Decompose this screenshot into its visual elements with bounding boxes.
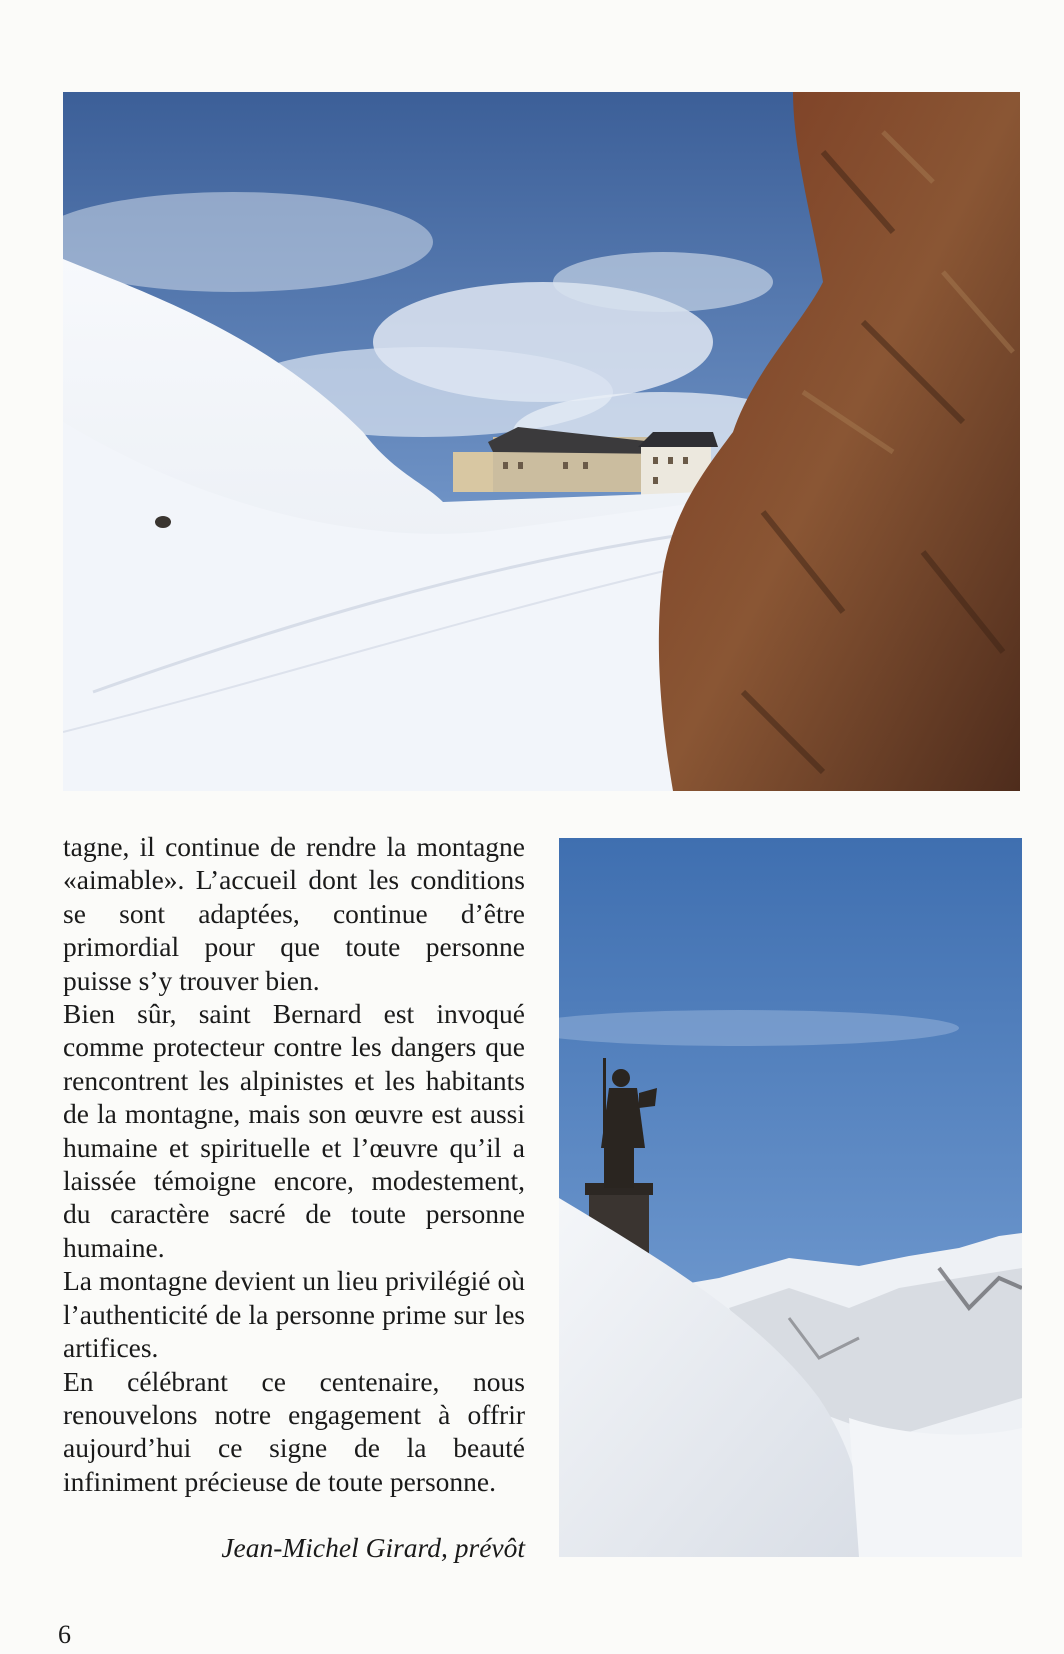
article-text bbox=[63, 830, 525, 1498]
page-number: 6 bbox=[58, 1620, 71, 1649]
paragraph-4: En célébrant ce centenaire, nous renouvelons notre engagement à offrir aujourd’hui ce signe de la beauté infiniment précieuse de toute personne. bbox=[63, 1365, 525, 1497]
statue-photo bbox=[559, 838, 1022, 1557]
author-signature: Jean-Michel Girard, prévôt bbox=[221, 1532, 525, 1563]
paragraph-2: Bien sûr, saint Bernard est invoqué comme protecteur contre les dangers que rencontrent les alpinistes et les habitants de la montagne, mais son œuvre est aussi humaine et spirituelle et l’œuvre qu’il a laissée témoigne encore, modestement, du caractère sacré de toute personne humaine. bbox=[63, 998, 525, 1263]
paragraph-3: La montagne devient un lieu privilégié où l’authenticité de la personne prime sur les artifices. bbox=[63, 1265, 525, 1364]
hospice-photo bbox=[63, 92, 1020, 791]
paragraph-1: tagne, il continue de rendre la montagne «aimable». L’accueil dont les conditions se sont adaptées, continue d’être primordial pour que toute personne puisse s’y trouver bien. bbox=[63, 831, 525, 996]
